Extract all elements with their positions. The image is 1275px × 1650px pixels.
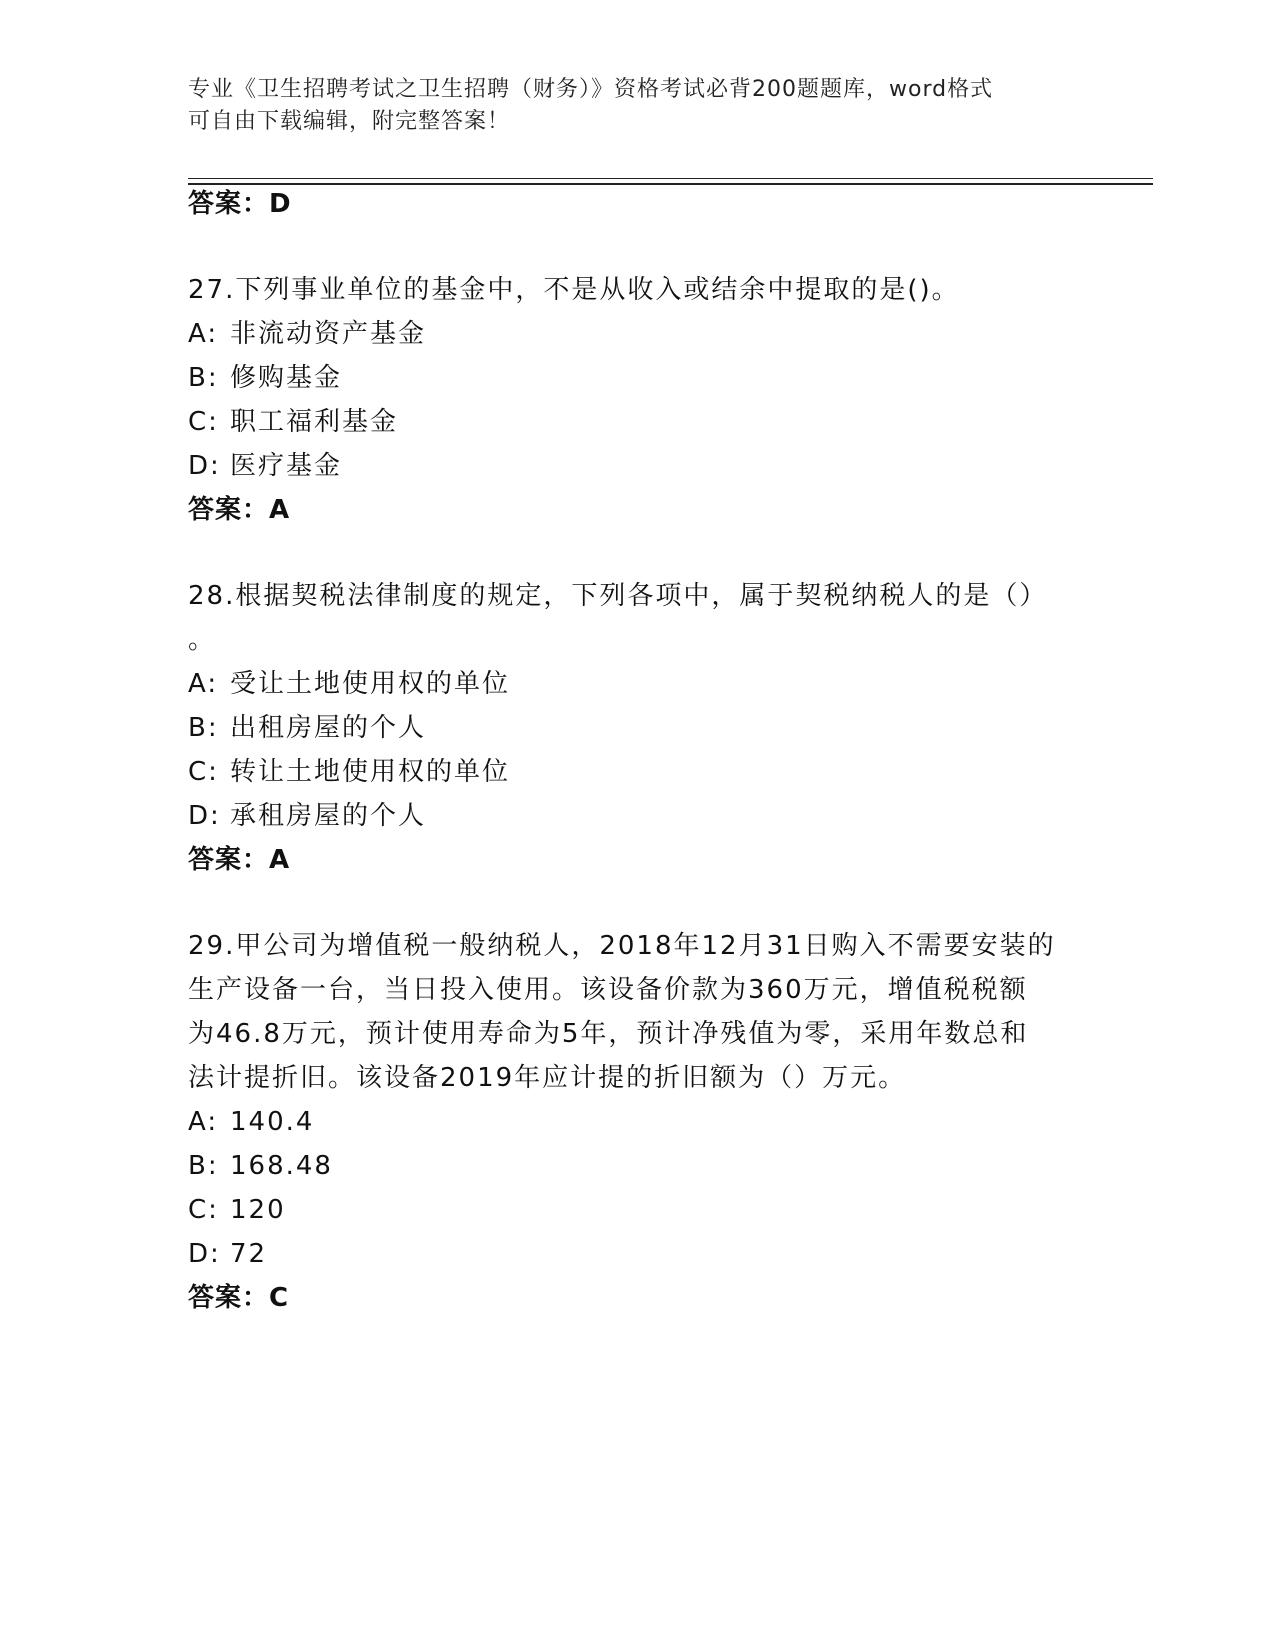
option-label: D:	[188, 451, 221, 481]
option-text: 承租房屋的个人	[230, 801, 427, 831]
previous-answer: 答案：D	[188, 189, 292, 219]
question-28-stem-line-1: 28.根据契税法律制度的规定，下列各项中，属于契税纳税人的是（）	[188, 581, 1048, 611]
page-header	[188, 74, 1068, 138]
question-29-option-d	[188, 1236, 267, 1272]
question-28-option-b	[188, 710, 426, 746]
option-label: A:	[188, 319, 219, 349]
option-label: A:	[188, 669, 219, 699]
question-29-stem-line-3: 为46.8万元，预计使用寿命为5年，预计净残值为零，采用年数总和	[188, 1019, 1029, 1049]
question-28-option-d	[188, 798, 426, 834]
option-label: D:	[188, 801, 221, 831]
option-label: A:	[188, 1107, 219, 1137]
header-divider-thin	[188, 178, 1153, 179]
option-text: 出租房屋的个人	[230, 713, 427, 743]
option-text: 非流动资产基金	[230, 319, 427, 349]
question-29-stem-line-2: 生产设备一台，当日投入使用。该设备价款为360万元，增值税税额	[188, 975, 1028, 1005]
option-label: C:	[188, 407, 219, 437]
question-29-answer: 答案：C	[188, 1283, 290, 1313]
option-text: 医疗基金	[230, 451, 343, 481]
question-29-stem-line-1: 29.甲公司为增值税一般纳税人，2018年12月31日购入不需要安装的	[188, 931, 1056, 961]
question-29-option-b	[188, 1148, 333, 1184]
option-label: B:	[188, 1151, 219, 1181]
question-29-option-a	[188, 1104, 314, 1140]
question-27-option-a	[188, 316, 426, 352]
header-title-line-1: 专业《卫生招聘考试之卫生招聘（财务）》资格考试必背200题题库，word格式	[188, 77, 994, 102]
question-28-option-c	[188, 754, 510, 790]
question-28-answer: 答案：A	[188, 845, 291, 875]
option-text: 120	[230, 1195, 286, 1225]
question-27-answer: 答案：A	[188, 495, 291, 525]
header-title-line-2: 可自由下载编辑，附完整答案！	[188, 109, 511, 134]
option-label: B:	[188, 363, 219, 393]
question-27-option-d	[188, 448, 342, 484]
question-27-option-b	[188, 360, 342, 396]
question-28-stem-line-2: 。	[188, 625, 217, 655]
option-label: C:	[188, 757, 219, 787]
question-29-option-c	[188, 1192, 286, 1228]
option-text: 修购基金	[230, 363, 343, 393]
question-27-option-c	[188, 404, 398, 440]
question-27-stem: 27.下列事业单位的基金中，不是从收入或结余中提取的是()。	[188, 275, 960, 305]
question-28-option-a	[188, 666, 510, 702]
option-text: 转让土地使用权的单位	[230, 757, 511, 787]
option-label: D:	[188, 1239, 221, 1269]
option-text: 168.48	[230, 1151, 333, 1181]
question-29-stem-line-4: 法计提折旧。该设备2019年应计提的折旧额为（）万元。	[188, 1063, 907, 1093]
option-text: 72	[230, 1239, 268, 1269]
option-label: B:	[188, 713, 219, 743]
option-label: C:	[188, 1195, 219, 1225]
option-text: 受让土地使用权的单位	[230, 669, 511, 699]
option-text: 140.4	[230, 1107, 315, 1137]
header-divider-thick	[188, 183, 1153, 185]
option-text: 职工福利基金	[230, 407, 399, 437]
